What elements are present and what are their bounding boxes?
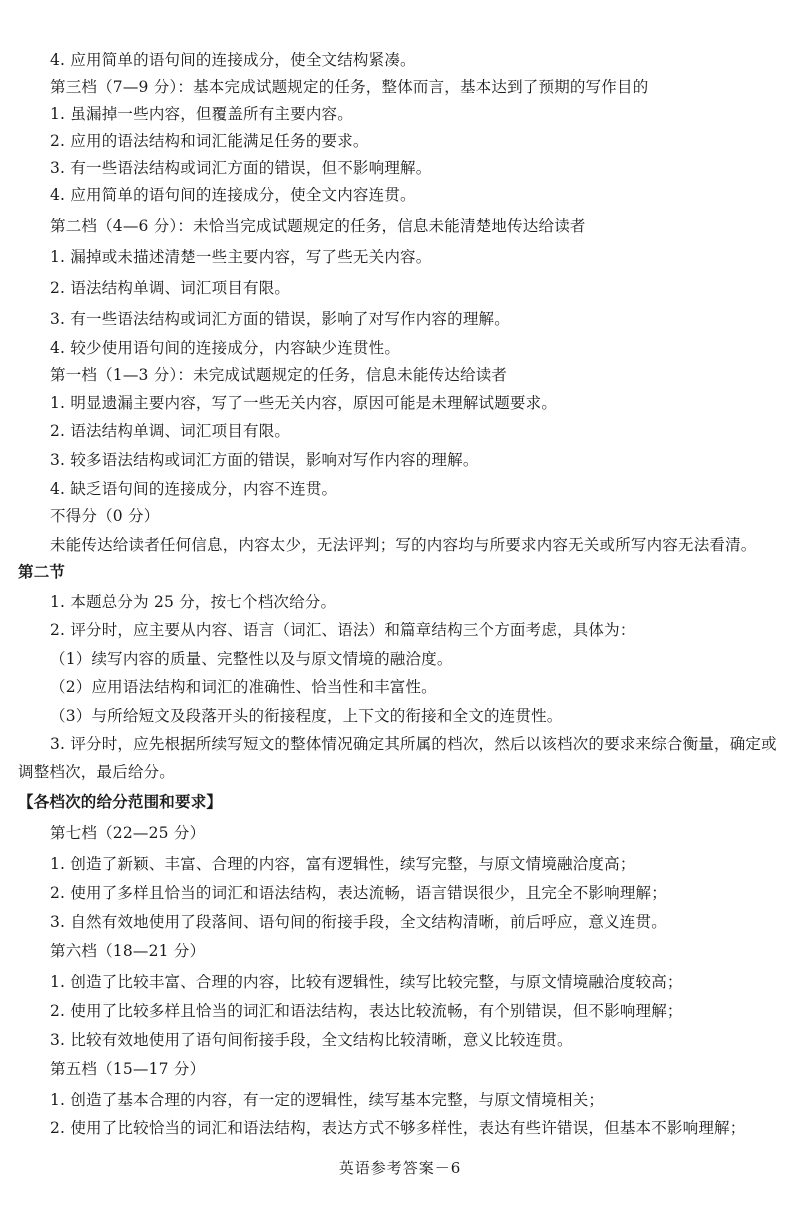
- text-line: 3. 有一些语法结构或词汇方面的错误，但不影响理解。: [50, 159, 432, 177]
- text-line: （2）应用语法结构和词汇的准确性、恰当性和丰富性。: [50, 678, 437, 696]
- subsection-heading: 【各档次的给分范围和要求】: [18, 793, 223, 811]
- text-line: 3. 比较有效地使用了语句间衔接手段，全文结构比较清晰，意义比较连贯。: [50, 1031, 573, 1049]
- text-line: （3）与所给短文及段落开头的衔接程度，上下文的衔接和全文的连贯性。: [50, 707, 563, 725]
- text-line: （1）续写内容的质量、完整性以及与原文情境的融洽度。: [50, 650, 453, 668]
- text-line: 1. 创造了比较丰富、合理的内容，比较有逻辑性，续写比较完整，与原文情境融洽度较高；: [50, 973, 683, 991]
- grade-heading-7: 第七档（22—25 分）: [50, 824, 206, 842]
- text-line: 2. 使用了比较多样且恰当的词汇和语法结构，表达比较流畅，有个别错误，但不影响理解；: [50, 1002, 683, 1020]
- text-line: 1. 创造了新颖、丰富、合理的内容，富有逻辑性，续写完整，与原文情境融洽度高；: [50, 855, 636, 873]
- text-line: 1. 明显遗漏主要内容，写了一些无关内容，原因可能是未理解试题要求。: [50, 394, 558, 412]
- text-line: 3. 较多语法结构或词汇方面的错误，影响对写作内容的理解。: [50, 451, 479, 469]
- grade-heading-5: 第五档（15—17 分）: [50, 1060, 206, 1078]
- section-heading: 第二节: [18, 563, 66, 581]
- grade-heading-6: 第六档（18—21 分）: [50, 942, 206, 960]
- text-line: 4. 缺乏语句间的连接成分，内容不连贯。: [50, 480, 338, 498]
- grade-heading-1: 第一档（1—3 分）：未完成试题规定的任务，信息未能传达给读者: [50, 366, 508, 384]
- text-line: 4. 应用简单的语句间的连接成分，使全文内容连贯。: [50, 186, 416, 204]
- text-line: 4. 较少使用语句间的连接成分，内容缺少连贯性。: [50, 339, 401, 357]
- text-line: 2. 评分时，应主要从内容、语言（词汇、语法）和篇章结构三个方面考虑，具体为：: [50, 621, 636, 639]
- text-line: 4. 应用简单的语句间的连接成分，使全文结构紧凑。: [50, 51, 416, 69]
- grade-heading-0: 不得分（0 分）: [50, 507, 160, 525]
- grade-heading-3: 第三档（7—9 分）：基本完成试题规定的任务，整体而言，基本达到了预期的写作目的: [50, 78, 649, 96]
- text-line: 1. 虽漏掉一些内容，但覆盖所有主要内容。: [50, 105, 353, 123]
- text-line: 2. 使用了多样且恰当的词汇和语法结构，表达流畅，语言错误很少，且完全不影响理解；: [50, 884, 667, 902]
- text-line: 未能传达给读者任何信息，内容太少，无法评判；写的内容均与所要求内容无关或所写内容无法看清。: [50, 536, 757, 554]
- text-line: 3. 有一些语法结构或词汇方面的错误，影响了对写作内容的理解。: [50, 310, 510, 328]
- text-line: 1. 创造了基本合理的内容，有一定的逻辑性，续写基本完整，与原文情境相关；: [50, 1091, 605, 1109]
- grade-heading-2: 第二档（4—6 分）：未恰当完成试题规定的任务，信息未能清楚地传达给读者: [50, 217, 586, 235]
- text-line: 3. 自然有效地使用了段落间、语句间的衔接手段，全文结构清晰，前后呼应，意义连贯。: [50, 913, 667, 931]
- page-footer: 英语参考答案－6: [338, 1159, 462, 1177]
- text-line: 2. 语法结构单调、词汇项目有限。: [50, 279, 291, 297]
- text-line: 2. 应用的语法结构和词汇能满足任务的要求。: [50, 132, 369, 150]
- text-line: 1. 漏掉或未描述清楚一些主要内容，写了些无关内容。: [50, 248, 432, 266]
- text-line: 1. 本题总分为 25 分，按七个档次给分。: [50, 593, 337, 611]
- text-line: 2. 使用了比较恰当的词汇和语法结构，表达方式不够多样性，表达有些许错误，但基本不影响理解；: [50, 1119, 746, 1137]
- text-line: 2. 语法结构单调、词汇项目有限。: [50, 422, 291, 440]
- text-line: 3. 评分时，应先根据所续写短文的整体情况确定其所属的档次，然后以该档次的要求来综合衡量，确定或: [50, 735, 777, 753]
- text-line-continued: 调整档次，最后给分。: [18, 763, 176, 781]
